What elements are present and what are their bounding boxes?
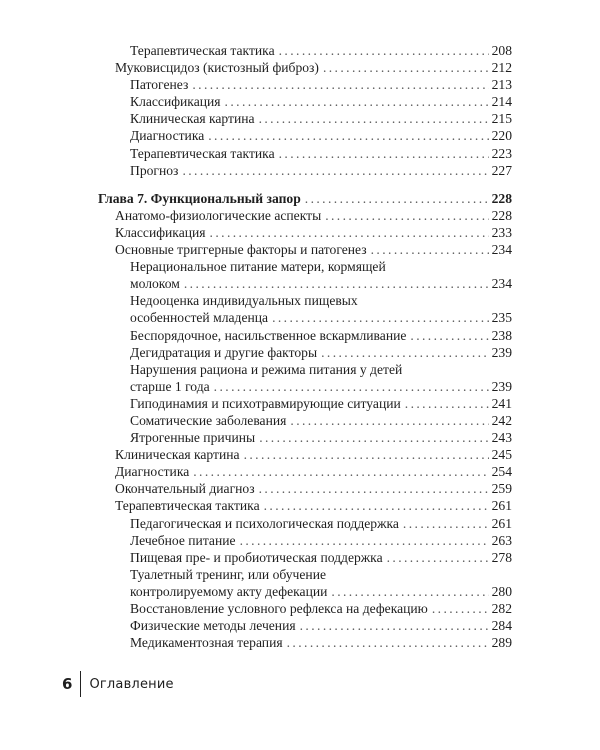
toc-page-number: 233 — [491, 224, 512, 240]
toc-entry-title: Муковисцидоз (кистозный фиброз) — [115, 60, 319, 76]
toc-entry-title: Лечебное питание — [130, 532, 236, 548]
dot-leader — [182, 162, 488, 179]
toc-entry-title: Клиническая картина — [130, 111, 255, 127]
dot-leader — [264, 497, 489, 514]
dot-leader — [432, 600, 489, 617]
dot-leader — [279, 42, 489, 59]
toc-page-number: 238 — [491, 327, 512, 343]
dot-leader — [403, 515, 489, 532]
toc-entry-title: Ятрогенные причины — [130, 430, 256, 446]
toc-page-number: 280 — [491, 583, 512, 599]
toc-entry — [98, 93, 512, 110]
toc-page-number: 263 — [491, 532, 512, 548]
toc-entry-title: Гиподинамия и психотравмирующие ситуации — [130, 395, 401, 411]
dot-leader — [259, 480, 489, 497]
toc-entry-title: особенностей младенца — [130, 310, 269, 326]
toc-entry — [98, 532, 512, 549]
dot-leader — [259, 110, 489, 127]
dot-leader — [387, 549, 489, 566]
toc-entry — [98, 241, 512, 258]
dot-leader — [210, 224, 489, 241]
dot-leader — [331, 583, 488, 600]
toc-page-number: 241 — [491, 395, 512, 411]
toc-entry — [98, 463, 512, 480]
toc-entry-title: Медикаментозная терапия — [130, 635, 283, 651]
toc-entry — [98, 42, 512, 59]
dot-leader — [193, 463, 488, 480]
toc-entry — [98, 617, 512, 634]
dot-leader — [240, 532, 489, 549]
toc-page-number: 215 — [491, 111, 512, 127]
dot-leader — [321, 344, 489, 361]
toc-page-number: 227 — [491, 162, 512, 178]
toc-page-number: 261 — [491, 498, 512, 514]
toc-entry — [98, 224, 512, 241]
toc-page-number: 228 — [491, 207, 512, 223]
dot-leader — [192, 76, 488, 93]
toc-entry-title: Терапевтическая тактика — [130, 43, 275, 58]
toc-entry — [98, 480, 512, 497]
toc-entry — [98, 207, 512, 224]
toc-entry — [98, 634, 512, 651]
footer-divider — [80, 671, 81, 697]
toc-entry — [98, 162, 512, 179]
toc-entry — [98, 127, 512, 144]
dot-leader — [184, 275, 489, 292]
toc-entry — [98, 395, 512, 412]
dot-leader — [300, 617, 489, 634]
toc-page-number: 208 — [491, 43, 512, 58]
toc-page-number: 223 — [491, 145, 512, 161]
dot-leader — [405, 395, 489, 412]
dot-leader — [325, 207, 488, 224]
toc-page-number: 242 — [491, 412, 512, 428]
dot-leader — [214, 378, 489, 395]
toc-entry — [98, 327, 512, 344]
toc-chapter-entry — [98, 190, 512, 207]
toc-entry-title: Восстановление условного рефлекса на дефекацию — [130, 601, 428, 616]
toc-entry — [98, 76, 512, 93]
toc-page-number: 278 — [491, 549, 512, 565]
toc-entry-title: Основные триггерные факторы и патогенез — [115, 242, 367, 258]
toc-entry-title-line: Нарушения рациона и режима питания у детей — [130, 361, 403, 377]
dot-leader — [371, 241, 489, 258]
toc-page-number: 284 — [491, 618, 512, 634]
toc-entry — [98, 292, 512, 326]
toc-page-number: 234 — [491, 242, 512, 258]
toc-entry — [98, 344, 512, 361]
toc-page-number: 234 — [491, 276, 512, 292]
toc-entry-title: Анатомо-физиологические аспекты — [115, 207, 322, 223]
toc-page-number: 239 — [491, 378, 512, 394]
toc-entry — [98, 566, 512, 600]
toc-page-number: 213 — [491, 77, 512, 93]
toc-entry-title: Клиническая картина — [115, 447, 240, 463]
toc-entry — [98, 429, 512, 446]
toc-page-number: 289 — [491, 635, 512, 651]
toc-page-number: 259 — [491, 481, 512, 497]
toc-entry-title: старше 1 года — [130, 378, 210, 394]
toc-entry — [98, 515, 512, 532]
toc-entry-title: контролируемому акту дефекации — [130, 583, 328, 599]
toc-page-number: 245 — [491, 447, 512, 463]
toc-entry-title: Беспорядочное, насильственное вскармливание — [130, 327, 407, 343]
toc-entry-title: Физические методы лечения — [130, 618, 296, 634]
dot-leader — [279, 145, 489, 162]
toc-entry — [98, 145, 512, 162]
toc-entry — [98, 361, 512, 395]
toc-entry — [98, 549, 512, 566]
section-title: Оглавление — [89, 676, 174, 692]
toc-entry — [98, 412, 512, 429]
dot-leader — [272, 309, 489, 326]
toc-page-number: 220 — [491, 128, 512, 144]
toc-entry-title: Глава 7. Функциональный запор — [98, 190, 301, 206]
dot-leader — [225, 93, 489, 110]
dot-leader — [259, 429, 488, 446]
toc-page-number: 212 — [491, 60, 512, 76]
toc-entry-title-line: Туалетный тренинг, или обучение — [130, 566, 327, 582]
toc-entry-title: Патогенез — [130, 77, 189, 93]
toc-page-number: 214 — [491, 94, 512, 110]
toc-entry-title: Терапевтическая тактика — [130, 145, 275, 161]
toc-page-number: 243 — [491, 430, 512, 446]
toc-entry-title: молоком — [130, 276, 180, 292]
toc-entry — [98, 110, 512, 127]
toc-page-number: 282 — [491, 601, 512, 616]
toc-entry-title: Диагностика — [130, 128, 205, 144]
toc-entry-title-line: Недооценка индивидуальных пищевых — [130, 293, 358, 309]
toc-entry-title-line: Нерациональное питание матери, кормящей — [130, 259, 386, 275]
toc-entry-title: Соматические заболевания — [130, 412, 287, 428]
toc-entry-title: Пищевая пре- и пробиотическая поддержка — [130, 549, 383, 565]
dot-leader — [290, 412, 488, 429]
toc-entry-title: Дегидратация и другие факторы — [130, 344, 318, 360]
toc-entry-title: Прогноз — [130, 162, 179, 178]
toc-page-number: 261 — [491, 515, 512, 531]
toc-page-number: 228 — [491, 190, 512, 206]
toc-entry-title: Классификация — [130, 94, 221, 110]
toc-entry-title: Окончательный диагноз — [115, 481, 255, 497]
dot-leader — [323, 59, 489, 76]
toc-entry-title: Педагогическая и психологическая поддержка — [130, 515, 399, 531]
toc-entry-title: Классификация — [115, 224, 206, 240]
toc-entry — [98, 59, 512, 76]
toc-entry — [98, 497, 512, 514]
toc-entry — [98, 258, 512, 292]
dot-leader — [410, 327, 488, 344]
toc-entry — [98, 446, 512, 463]
dot-leader — [244, 446, 489, 463]
page-number: 6 — [62, 675, 73, 693]
toc-page-number: 254 — [491, 464, 512, 480]
page-footer — [62, 671, 174, 697]
toc-entry-title: Диагностика — [115, 464, 190, 480]
dot-leader — [287, 634, 489, 651]
table-of-contents — [98, 42, 512, 651]
toc-page-number: 239 — [491, 344, 512, 360]
toc-entry-title: Терапевтическая тактика — [115, 498, 260, 514]
dot-leader — [208, 127, 488, 144]
toc-page-number: 235 — [491, 310, 512, 326]
dot-leader — [305, 190, 489, 207]
toc-entry — [98, 600, 512, 617]
